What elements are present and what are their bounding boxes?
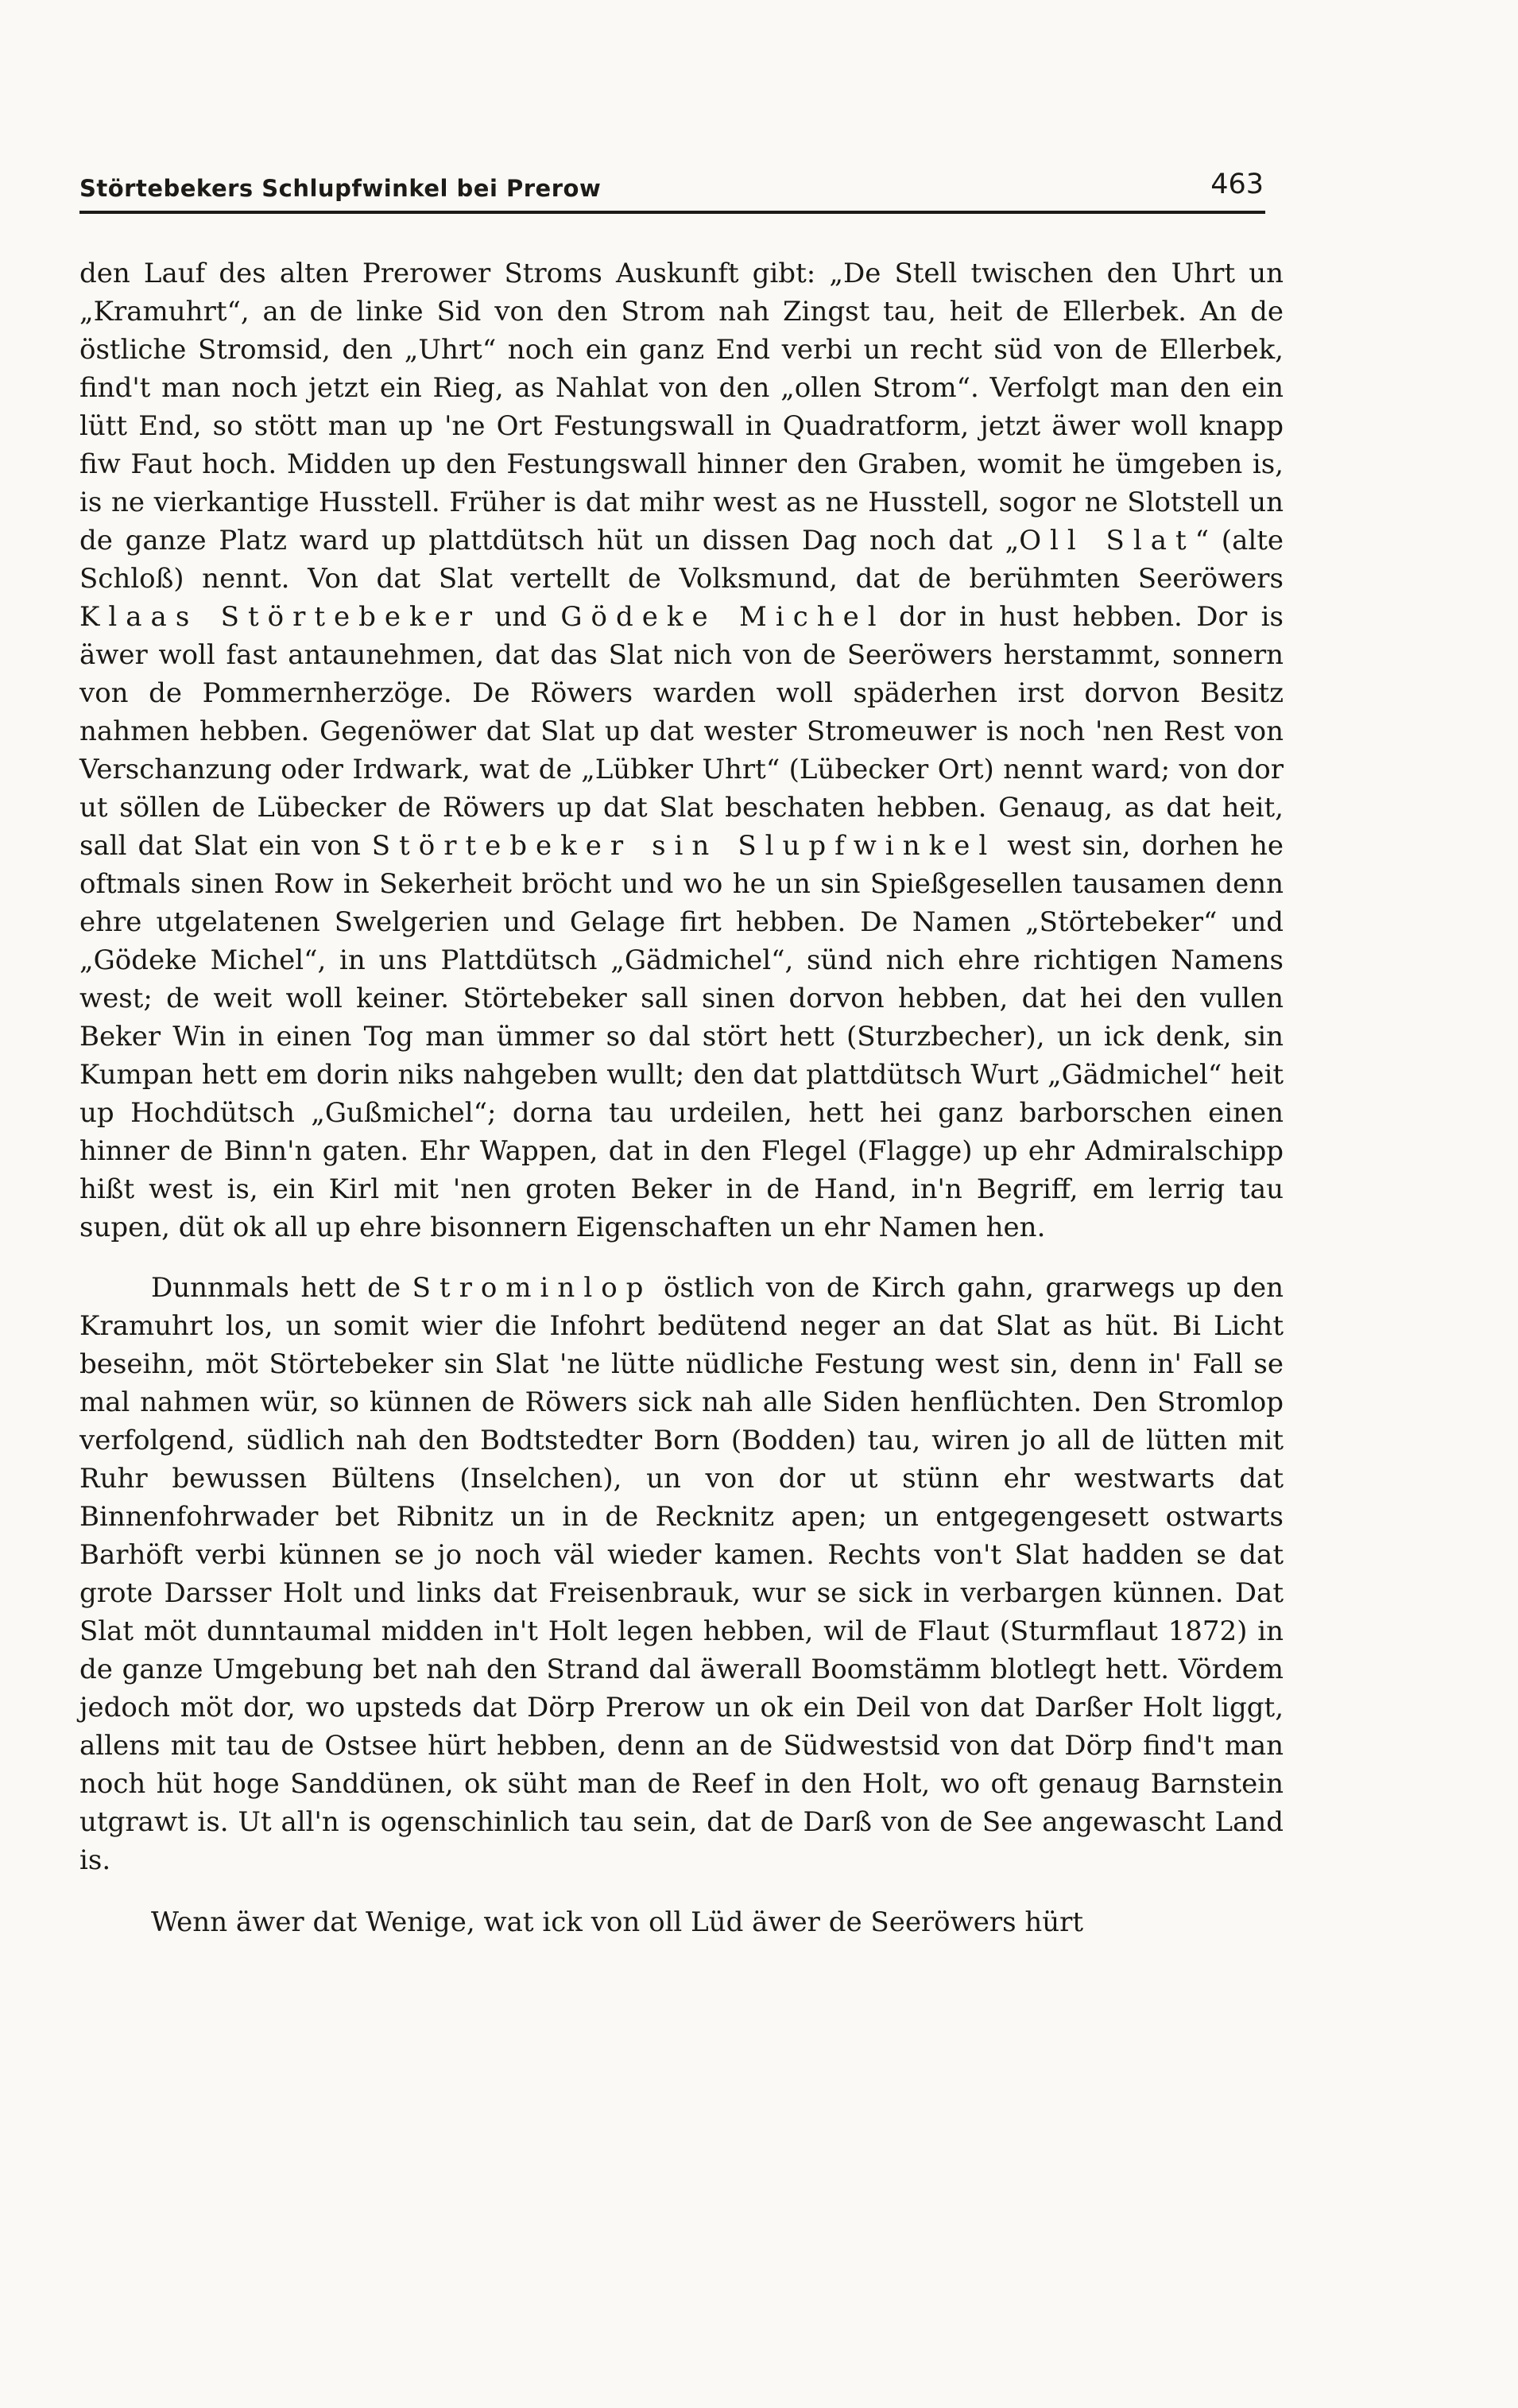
spaced-emphasis: Oll Slat <box>1019 525 1195 556</box>
paragraph-1 <box>79 254 1284 1247</box>
spaced-emphasis: Klaas Störtebeker <box>79 601 481 633</box>
text-segment: und <box>481 601 561 633</box>
paragraph-3 <box>79 1903 1284 1941</box>
text-segment: Wenn äwer dat Wenige, wat ick von oll Lüd äwer de Seeröwers hürt <box>151 1906 1084 1938</box>
text-segment: “ (alte Schloß) nennt. Von dat Slat vertellt de Volksmund, dat de berühmten Seeröwers <box>79 525 1284 595</box>
text-segment: Dunnmals hett de <box>151 1272 412 1304</box>
spaced-emphasis: Störtebeker sin Slupfwinkel <box>371 830 997 862</box>
text-segment: östlich von de Kirch gahn, grarwegs up den Kramuhrt los, un somit wier die Infohrt bedütend neger an dat Slat as hüt. Bi Licht beseihn, möt Störtebeker sin Slat 'ne lütte nüdliche Festung west sin, denn in' Fall se mal nahmen wür, so künnen de Röwers sick nah alle Siden henflüchten. Den Stromlop verfolgend, südlich nah den Bodtstedter Born (Bodden) tau, wiren jo all de lütten mit Ruhr bewussen Bültens (Inselchen), un von dor ut stünn ehr westwarts dat Binnenfohrwader bet Ribnitz un in de Recknitz apen; un entgegengesett ostwarts Barhöft verbi künnen se jo noch väl wieder kamen. Rechts von't Slat hadden se dat grote Darsser Holt und links dat Freisenbrauk, wur se sick in verbargen künnen. Dat Slat möt dunntaumal midden in't Holt legen hebben, wil de Flaut (Sturmflaut 1872) in de ganze Umgebung bet nah den Strand dal äwerall Boomstämm blotlegt hett. Vördem jedoch möt dor, wo upsteds dat Dörp Prerow un ok ein Deil von dat Darßer Holt liggt, allens mit tau de Ostsee hürt hebben, denn an de Südwestsid von dat Dörp find't man noch hüt hoge Sanddünen, ok süht man de Reef in den Holt, wo oft genaug Barnstein utgrawt is. Ut all'n is ogenschinlich tau sein, dat de Darß von de See angewascht Land is. <box>79 1272 1284 1876</box>
header-rule <box>79 211 1265 214</box>
text-segment: west sin, dorhen he oftmals sinen Row in Sekerheit bröcht und wo he un sin Spießgesellen tausamen denn ehre utgelatenen Swelgerien und Gelage firt hebben. De Namen „Störtebeker“ und „Gödeke Michel“, in uns Plattdütsch „Gädmichel“, sünd nich ehre richtigen Namens west; de weit woll keiner. Störtebeker sall sinen dorvon hebben, dat hei den vullen Beker Win in einen Tog man ümmer so dal stört hett (Sturzbecher), un ick denk, sin Kumpan hett em dorin niks nahgeben wullt; den dat plattdütsch Wurt „Gädmichel“ heit up Hochdütsch „Gußmichel“; dorna tau urdeilen, hett hei ganz barborschen einen hinner de Binn'n gaten. Ehr Wappen, dat in den Flegel (Flagge) up ehr Admiralschipp hißt west is, ein Kirl mit 'nen groten Beker in de Hand, in'n Begriff, em lerrig tau supen, düt ok all up ehre bisonnern Eigenschaften un ehr Namen hen. <box>79 830 1284 1243</box>
text-segment: den Lauf des alten Prerower Stroms Auskunft gibt: „De Stell twischen den Uhrt un „Kramuhrt“, an de linke Sid von den Strom nah Zingst tau, heit de Ellerbek. An de östliche Stromsid, den „Uhrt“ noch ein ganz End verbi un recht süd von de Ellerbek, find't man noch jetzt ein Rieg, as Nahlat von den „ollen Strom“. Verfolgt man den ein lütt End, so stött man up 'ne Ort Festungswall in Quadratform, jetzt äwer woll knapp fiw Faut hoch. Midden up den Festungswall hinner den Graben, womit he ümgeben is, is ne vierkantige Husstell. Früher is dat mihr west as ne Husstell, sogor ne Slotstell un de ganze Platz ward up plattdütsch hüt un dissen Dag noch dat „ <box>79 258 1284 556</box>
page-number: 463 <box>1210 169 1264 200</box>
text-segment: dor in hust hebben. Dor is äwer woll fast antaunehmen, dat das Slat nich von de Seeröwers herstammt, sonnern von de Pommernherzöge. De Röwers warden woll späderhen irst dorvon Besitz nahmen hebben. Gegenöwer dat Slat up dat wester Stromeuwer is noch 'nen Rest von Verschanzung oder Irdwark, wat de „Lübker Uhrt“ (Lübecker Ort) nennt ward; von dor ut söllen de Lübecker de Röwers up dat Slat beschaten hebben. Genaug, as dat heit, sall dat Slat ein von <box>79 601 1284 862</box>
page-header <box>79 169 1264 216</box>
running-title: Störtebekers Schlupfwinkel bei Prerow <box>79 175 602 202</box>
spaced-emphasis: Gödeke Michel <box>560 601 885 633</box>
body-text <box>79 254 1284 1941</box>
spaced-emphasis: Strominlop <box>412 1272 653 1304</box>
paragraph-2 <box>79 1269 1284 1879</box>
